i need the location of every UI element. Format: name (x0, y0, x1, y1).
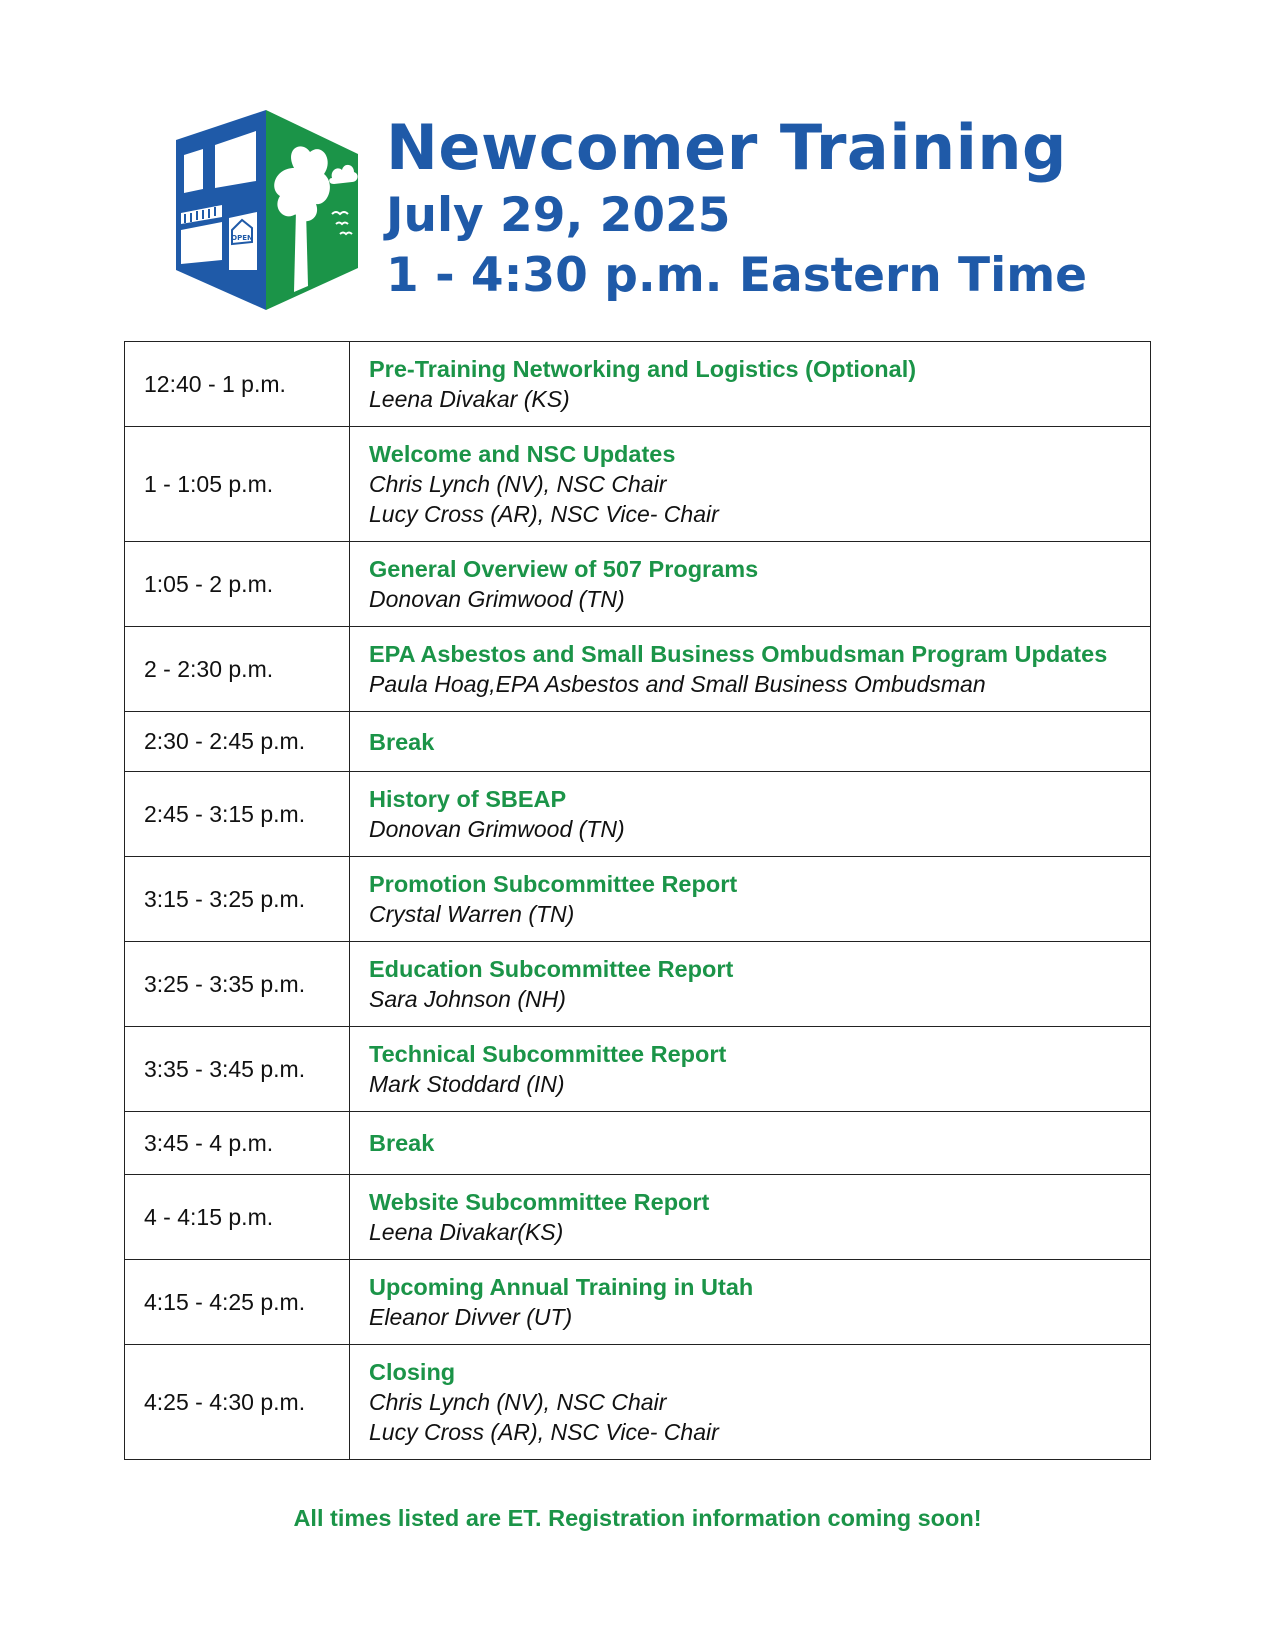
agenda-session (350, 942, 1151, 1027)
session-title: EPA Asbestos and Small Business Ombudsman Program Updates (369, 641, 1108, 667)
agenda-session (350, 1260, 1151, 1345)
session-title: Upcoming Annual Training in Utah (369, 1274, 754, 1300)
agenda-session (350, 857, 1151, 942)
agenda-row (125, 427, 1151, 542)
session-title: History of SBEAP (369, 786, 567, 812)
session-speaker: Crystal Warren (TN) (369, 901, 575, 927)
agenda-time: 1:05 - 2 p.m. (125, 542, 350, 627)
session-speaker: Leena Divakar (KS) (369, 386, 570, 412)
agenda-time: 2 - 2:30 p.m. (125, 627, 350, 712)
agenda-time: 3:25 - 3:35 p.m. (125, 942, 350, 1027)
agenda-session (350, 1345, 1151, 1460)
agenda-session (350, 1175, 1151, 1260)
agenda-row (125, 542, 1151, 627)
agenda-time: 4:15 - 4:25 p.m. (125, 1260, 350, 1345)
page-title: Newcomer Training (386, 111, 1067, 184)
agenda-time: 12:40 - 1 p.m. (125, 342, 350, 427)
agenda-row (125, 1345, 1151, 1460)
agenda-session (350, 427, 1151, 542)
agenda-session (350, 542, 1151, 627)
agenda-session (350, 712, 1151, 772)
session-title: Education Subcommittee Report (369, 956, 734, 982)
session-speaker: Eleanor Divver (UT) (369, 1304, 573, 1330)
agenda-session (350, 1027, 1151, 1112)
session-title: Welcome and NSC Updates (369, 441, 676, 467)
agenda-time: 3:15 - 3:25 p.m. (125, 857, 350, 942)
agenda-body (125, 342, 1151, 1460)
session-title: Technical Subcommittee Report (369, 1041, 727, 1067)
footer-note: All times listed are ET. Registration information coming soon! (293, 1505, 982, 1531)
session-title: Website Subcommittee Report (369, 1189, 710, 1215)
agenda-time: 4:25 - 4:30 p.m. (125, 1345, 350, 1460)
storefront-logo (172, 110, 368, 310)
session-title: Closing (369, 1359, 456, 1385)
agenda-row (125, 627, 1151, 712)
session-speaker: Lucy Cross (AR), NSC Vice- Chair (369, 1419, 719, 1445)
page-header (172, 110, 1112, 310)
session-speaker: Paula Hoag,EPA Asbestos and Small Business Ombudsman (369, 671, 986, 697)
session-speaker: Donovan Grimwood (TN) (369, 816, 625, 842)
agenda-session (350, 342, 1151, 427)
agenda-row (125, 857, 1151, 942)
agenda-row (125, 1112, 1151, 1175)
session-title: Break (369, 728, 435, 755)
agenda-session (350, 627, 1151, 712)
header-titles (386, 110, 1087, 306)
agenda-time: 2:45 - 3:15 p.m. (125, 772, 350, 857)
session-speaker: Chris Lynch (NV), NSC Chair (369, 1389, 667, 1415)
session-speaker: Donovan Grimwood (TN) (369, 586, 625, 612)
agenda-row (125, 1027, 1151, 1112)
agenda-row (125, 772, 1151, 857)
agenda-time: 1 - 1:05 p.m. (125, 427, 350, 542)
agenda-time: 3:35 - 3:45 p.m. (125, 1027, 350, 1112)
agenda-time: 4 - 4:15 p.m. (125, 1175, 350, 1260)
agenda-row (125, 712, 1151, 772)
session-speaker: Chris Lynch (NV), NSC Chair (369, 471, 667, 497)
agenda-row (125, 342, 1151, 427)
event-time: 1 - 4:30 p.m. Eastern Time (386, 248, 1088, 303)
agenda-row (125, 1175, 1151, 1260)
agenda-time: 2:30 - 2:45 p.m. (125, 712, 350, 772)
session-title: Pre-Training Networking and Logistics (Optional) (369, 356, 917, 382)
agenda-session (350, 1112, 1151, 1175)
session-speaker: Mark Stoddard (IN) (369, 1071, 565, 1097)
open-sign-text: OPEN (231, 234, 253, 242)
session-speaker: Sara Johnson (NH) (369, 986, 566, 1012)
agenda-session (350, 772, 1151, 857)
session-title: Promotion Subcommittee Report (369, 871, 738, 897)
session-title: Break (369, 1130, 435, 1156)
session-title: General Overview of 507 Programs (369, 556, 759, 582)
agenda-row (125, 1260, 1151, 1345)
session-speaker: Lucy Cross (AR), NSC Vice- Chair (369, 501, 719, 527)
agenda-time: 3:45 - 4 p.m. (125, 1112, 350, 1175)
agenda-table (124, 341, 1151, 1460)
agenda-row (125, 942, 1151, 1027)
event-date: July 29, 2025 (386, 188, 731, 243)
session-speaker: Leena Divakar(KS) (369, 1219, 564, 1245)
